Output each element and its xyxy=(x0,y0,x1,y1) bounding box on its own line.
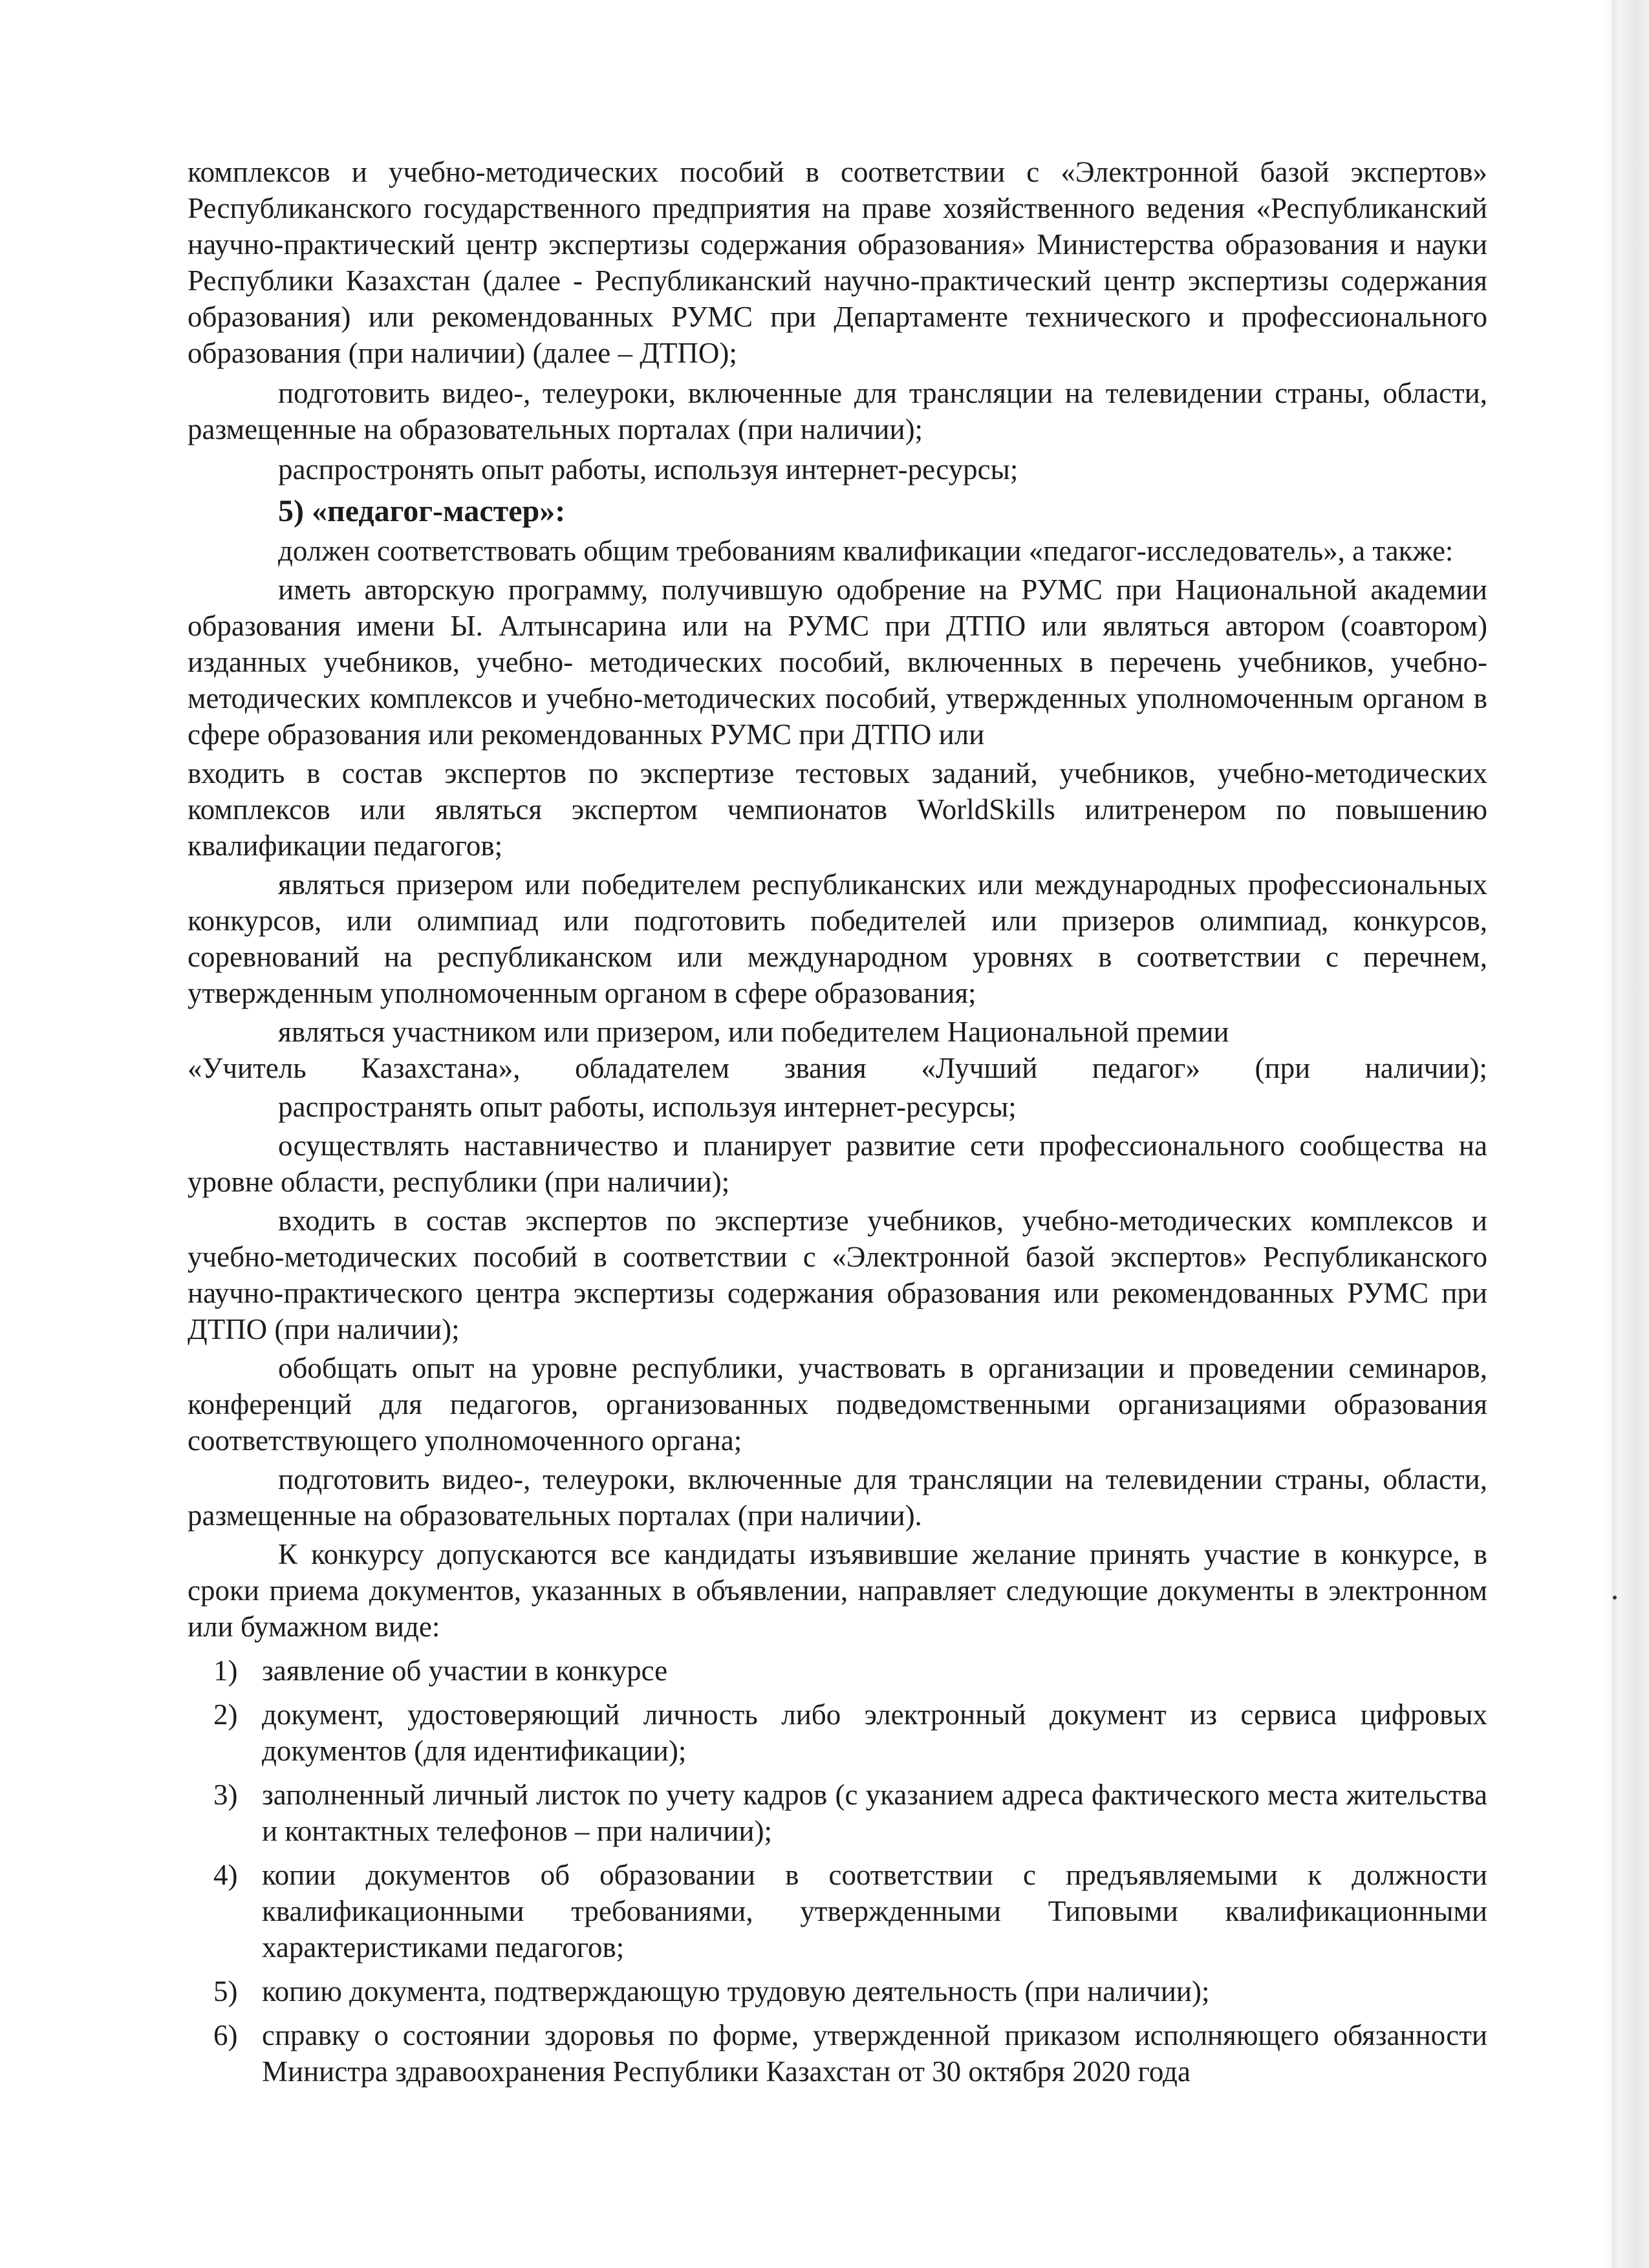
paragraph-14: подготовить видео-, телеуроки, включенные для трансляции на телевидении страны, области, размещенные на образовательных порталах (при наличии). xyxy=(188,1463,1487,1532)
paragraph-9: «Учитель Казахстана», обладателем звания «Лучший педагог» (при наличии); xyxy=(188,1052,1487,1084)
list-item-number: 1) xyxy=(213,1654,238,1687)
paragraph-4: должен соответствовать общим требованиям квалификации «педагог-исследователь», а также: xyxy=(278,535,1454,567)
list-item-text: заполненный личный листок по учету кадров (с указанием адреса фактического места жительства и контактных телефонов – при наличии); xyxy=(262,1779,1487,1847)
list-item xyxy=(188,1973,1487,2009)
list-item-number: 4) xyxy=(213,1859,238,1891)
list-item-number: 5) xyxy=(213,1975,238,2007)
paragraph-3: распростронять опыт работы, используя интернет-ресурсы; xyxy=(278,453,1018,486)
list-item-number: 2) xyxy=(213,1698,238,1731)
document-page xyxy=(188,154,1487,2097)
paragraph-12: входить в состав экспертов по экспертизе учебников, учебно-методических комплексов и учебно-методических пособий в соответствии с «Электронной базой экспертов» Республиканского научно-практического центра экспертизы содержания образования или рекомендованных РУМС при ДТПО (при наличии); xyxy=(188,1204,1487,1345)
list-item xyxy=(188,1653,1487,1689)
documents-list xyxy=(188,1653,1487,2090)
list-item xyxy=(188,1857,1487,1965)
list-item xyxy=(188,2017,1487,2090)
list-item-text: документ, удостоверяющий личность либо электронный документ из сервиса цифровых документов (для идентификации); xyxy=(262,1698,1487,1767)
paragraph-13: обобщать опыт на уровне республики, участвовать в организации и проведении семинаров, конференций для педагогов, организованных подведомственными организациями образования соответствующего уполномоченного органа; xyxy=(188,1352,1487,1457)
paragraph-11: осуществлять наставничество и планирует развитие сети профессионального сообщества на уровне области, республики (при наличии); xyxy=(188,1129,1487,1198)
scan-edge-shadow xyxy=(1604,0,1649,2268)
paragraph-7: являться призером или победителем республиканских или международных профессиональных конкурсов, или олимпиад или подготовить победителей или призеров олимпиад, конкурсов, соревнований на республиканском или международном уровнях в соответствии с перечнем, утвержденным уполномоченным органом в сфере образования; xyxy=(188,868,1487,1009)
paragraph-8: являться участником или призером, или победителем Национальной премии xyxy=(278,1016,1229,1048)
paragraph-5: иметь авторскую программу, получившую одобрение на РУМС при Национальной академии образования имени Ы. Алтынсарина или на РУМС при ДТПО или являться автором (соавтором) изданных учебников, учебно- методических пособий, включенных в перечень учебников, учебно-методических комплексов и учебно-методических пособий, утвержденных уполномоченным органом в сфере образования или рекомендованных РУМС при ДТПО или xyxy=(188,573,1487,751)
section-heading-master: 5) «педагог-мастер»: xyxy=(278,494,566,528)
list-item-text: копию документа, подтверждающую трудовую деятельность (при наличии); xyxy=(262,1975,1210,2007)
list-item-number: 6) xyxy=(213,2019,238,2051)
paragraph-10: распространять опыт работы, используя интернет-ресурсы; xyxy=(278,1091,1017,1123)
paragraph-15: К конкурсу допускаются все кандидаты изъявившие желание принять участие в конкурсе, в сроки приема документов, указанных в объявлении, направляет следующие документы в электронном или бумажном виде: xyxy=(188,1538,1487,1643)
list-item xyxy=(188,1777,1487,1849)
list-item-text: справку о состоянии здоровья по форме, утвержденной приказом исполняющего обязанности Министра здравоохранения Республики Казахстан от 30 октября 2020 года xyxy=(262,2019,1487,2088)
list-item-text: копии документов об образовании в соответствии с предъявляемыми к должности квалификационными требованиями, утвержденными Типовыми квалификационными характеристиками педагогов; xyxy=(262,1859,1487,1963)
list-item-number: 3) xyxy=(213,1779,238,1811)
paragraph-6: входить в состав экспертов по экспертизе тестовых заданий, учебников, учебно-методических комплексов или являться экспертом чемпионатов WorldSkills илитренером по повышению квалификации педагогов; xyxy=(188,757,1487,862)
scan-edge-line xyxy=(1611,0,1617,2268)
paragraph-2: подготовить видео-, телеуроки, включенные для трансляции на телевидении страны, области, размещенные на образовательных порталах (при наличии); xyxy=(188,377,1487,445)
scan-speck xyxy=(1613,1596,1617,1599)
list-item-text: заявление об участии в конкурсе xyxy=(262,1654,668,1687)
list-item xyxy=(188,1696,1487,1769)
paragraph-1: комплексов и учебно-методических пособий в соответствии с «Электронной базой экспертов» Республиканского государственного предприятия на праве хозяйственного ведения «Республиканский научно-практический центр экспертизы содержания образования» Министерства образования и науки Республики Казахстан (далее - Республиканский научно-практический центр экспертизы содержания образования) или рекомендованных РУМС при Департаменте технического и профессионального образования (при наличии) (далее – ДТПО); xyxy=(188,156,1487,369)
